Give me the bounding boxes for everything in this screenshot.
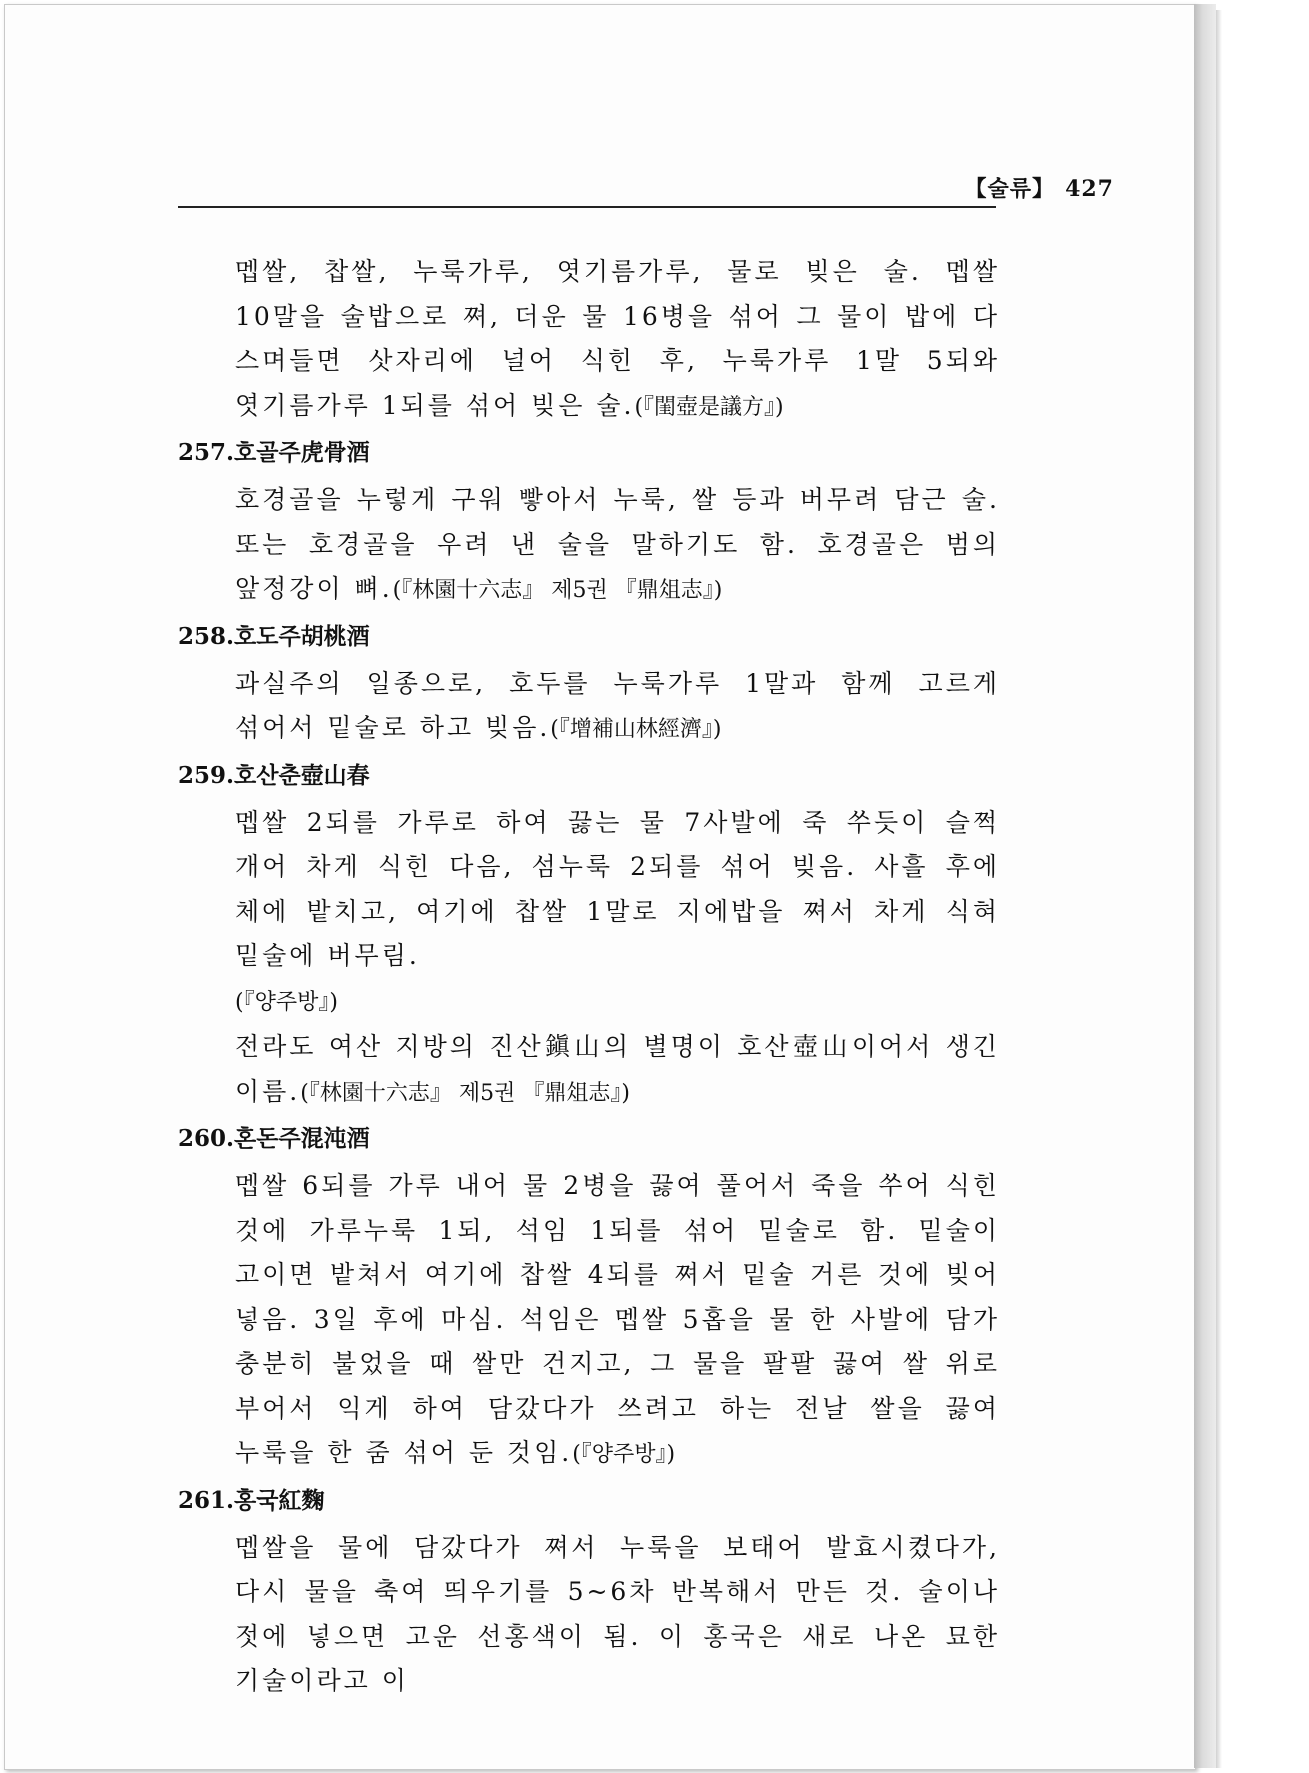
entry-257 [178, 434, 1000, 614]
entry-paragraph [235, 1025, 1000, 1116]
header-rule [178, 206, 996, 208]
citation: (『양주방』) [235, 989, 338, 1015]
entry-paragraph [235, 1526, 1000, 1704]
paragraph-text: 전라도 여산 지방의 진산鎭山의 별명이 호산壺山이어서 생긴 이름. [235, 1032, 1000, 1106]
entry-title: 호골주虎骨酒 [234, 439, 370, 466]
citation: (『林園十六志』 제5권 『鼎俎志』) [300, 1080, 630, 1106]
entry-number: 260. [178, 1125, 235, 1152]
running-header [965, 172, 1114, 203]
entry-260 [178, 1120, 1000, 1478]
entry-paragraph [235, 801, 1000, 1026]
page-edge-shadow [1216, 10, 1222, 1768]
entry-paragraph [235, 662, 1000, 753]
entry-title: 홍국紅麴 [234, 1486, 325, 1514]
entry-number: 258. [178, 622, 235, 650]
page-stack-edge [1194, 4, 1216, 1768]
entry-title: 호도주胡桃酒 [234, 622, 370, 650]
page-number: 427 [1065, 176, 1114, 202]
paragraph-text: 멥쌀을 물에 담갔다가 쪄서 누룩을 보태어 발효시켰다가, 다시 물을 축여 띄우기를 5~6차 반복해서 만든 것. 술이나 젓에 넣으면 고운 선홍색이 됨. 이 홍국은 새로 나온 묘한 기술이라고 이 [235, 1532, 1000, 1695]
entry-heading [178, 1120, 1000, 1164]
entry-paragraph [235, 1164, 1000, 1478]
intro-citation: (『閨壺是議方』) [634, 394, 784, 420]
entry-title: 혼돈주混沌酒 [234, 1125, 370, 1152]
intro-paragraph [235, 250, 1000, 430]
entry-heading [178, 1482, 1000, 1526]
entry-heading [178, 757, 1000, 801]
intro-text: 멥쌀, 찹쌀, 누룩가루, 엿기름가루, 물로 빚은 술. 멥쌀 10말을 술밥으로 쪄, 더운 물 16병을 섞어 그 물이 밥에 다 스며들면 삿자리에 널어 식힌 후, 누룩가루 1말 5되와 엿기름가루 1되를 섞어 빚은 술. [235, 257, 1000, 420]
paragraph-text: 호경골을 누렇게 구워 빻아서 누룩, 쌀 등과 버무려 담근 술. 또는 호경골을 우려 낸 술을 말하기도 함. 호경골은 범의 앞정강이 뼈. [235, 485, 1000, 603]
entry-heading [178, 618, 1000, 662]
entry-title: 호산춘壺山春 [234, 761, 370, 789]
entry-259 [178, 757, 1000, 1117]
entry-261 [178, 1482, 1000, 1704]
citation: (『林園十六志』 제5권 『鼎俎志』) [392, 578, 723, 603]
entry-number: 261. [178, 1486, 235, 1514]
entry-paragraph [235, 478, 1000, 614]
paragraph-text: 과실주의 일종으로, 호두를 누룩가루 1말과 함께 고르게 섞어서 밑술로 하고 빚음. [235, 668, 1000, 742]
entry-heading [178, 434, 1000, 478]
citation: (『增補山林經濟』) [550, 717, 722, 742]
paragraph-text: 멥쌀 2되를 가루로 하여 끓는 물 7사발에 죽 쑤듯이 슬쩍 개어 차게 식힌 다음, 섬누룩 2되를 섞어 빚음. 사흘 후에 체에 밭치고, 여기에 찹쌀 1말로 지에밥을 쪄서 차게 식혀 밑술에 버무림. [235, 807, 1000, 970]
page-body [178, 250, 1000, 1708]
entry-number: 257. [178, 439, 235, 466]
citation: (『양주방』) [572, 1442, 676, 1467]
paragraph-text: 멥쌀 6되를 가루 내어 물 2병을 끓여 풀어서 죽을 쑤어 식힌 것에 가루누룩 1되, 석임 1되를 섞어 밑술로 함. 밑술이 고이면 밭쳐서 여기에 찹쌀 4되를 쪄서 밑술 거른 것에 빚어 넣음. 3일 후에 마심. 석임은 멥쌀 5홉을 물 한 사발에 담가 충분히 불었을 때 쌀만 건지고, 그 물을 팔팔 끓여 쌀 위로 부어서 익게 하여 담갔다가 쓰려고 하는 전날 쌀을 끓여 누룩을 한 줌 섞어 둔 것임. [235, 1171, 1000, 1467]
header-section: 【술류】 [964, 176, 1056, 202]
entry-number: 259. [178, 761, 235, 789]
entry-258 [178, 618, 1000, 753]
